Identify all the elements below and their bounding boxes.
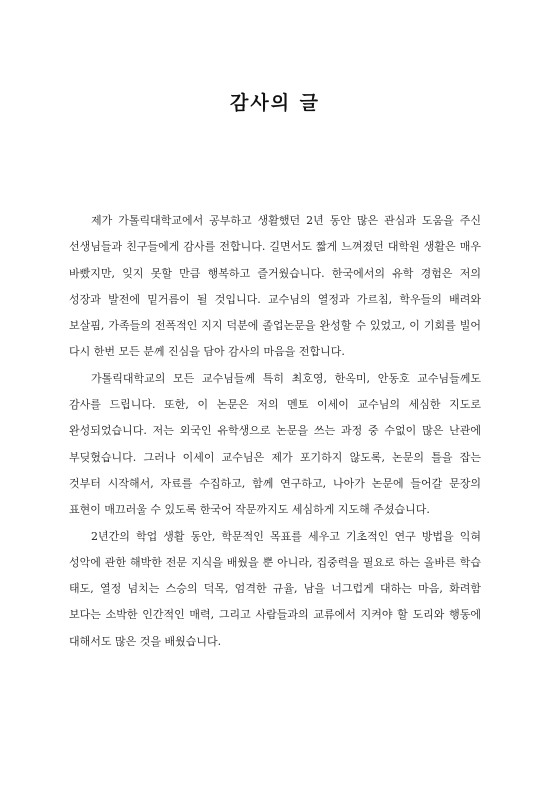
acknowledgment-body — [69, 208, 481, 655]
page-title: 감사의 글 — [229, 92, 321, 114]
paragraph-1: 제가 가톨릭대학교에서 공부하고 생활했던 2년 동안 많은 관심과 도움을 주신 선생님들과 친구들에게 감사를 전합니다. 길면서도 짧게 느껴졌던 대학원 생활은 매우 바빴지만, 잊지 못할 만큼 행복하고 즐거웠습니다. 한국에서의 유학 경험은 저의 성장과 발전에 밑거름이 될 것입니다. 교수님의 열정과 가르침, 학우들의 배려와 보살핌, 가족들의 전폭적인 지지 덕분에 졸업논문을 완성할 수 있었고, 이 기회를 빌어 다시 한번 모든 분께 진심을 담아 감사의 마음을 전합니다. — [69, 214, 481, 359]
paragraph-3: 2년간의 학업 생활 동안, 학문적인 목표를 세우고 기초적인 연구 방법을 익혀 성악에 관한 해박한 전문 지식을 배웠을 뿐 아니라, 집중력을 필요로 하는 올바른 학습 태도, 열정 넘치는 스승의 덕목, 엄격한 규율, 남을 너그럽게 대하는 마음, 화려함 보다는 소박한 인간적인 매력, 그리고 사람들과의 교류에서 지켜야 할 도리와 행동에 대해서도 많은 것을 배웠습니다. — [69, 529, 481, 648]
paragraph-2: 가톨릭대학교의 모든 교수님들께 특히 최호영, 한옥미, 안동호 교수님들께도 감사를 드립니다. 또한, 이 논문은 저의 멘토 이세이 교수님의 세심한 지도로 완성되었습니다. 저는 외국인 유학생으로 논문을 쓰는 과정 중 수없이 많은 난관에 부딪혔습니다. 그러나 이세이 교수님은 제가 포기하지 않도록, 논문의 틀을 잡는 것부터 시작해서, 자료를 수집하고, 함께 연구하고, 나아가 논문에 들어갈 문장의 표현이 매끄러울 수 있도록 한국어 작문까지도 세심하게 지도해 주셨습니다. — [69, 371, 481, 517]
